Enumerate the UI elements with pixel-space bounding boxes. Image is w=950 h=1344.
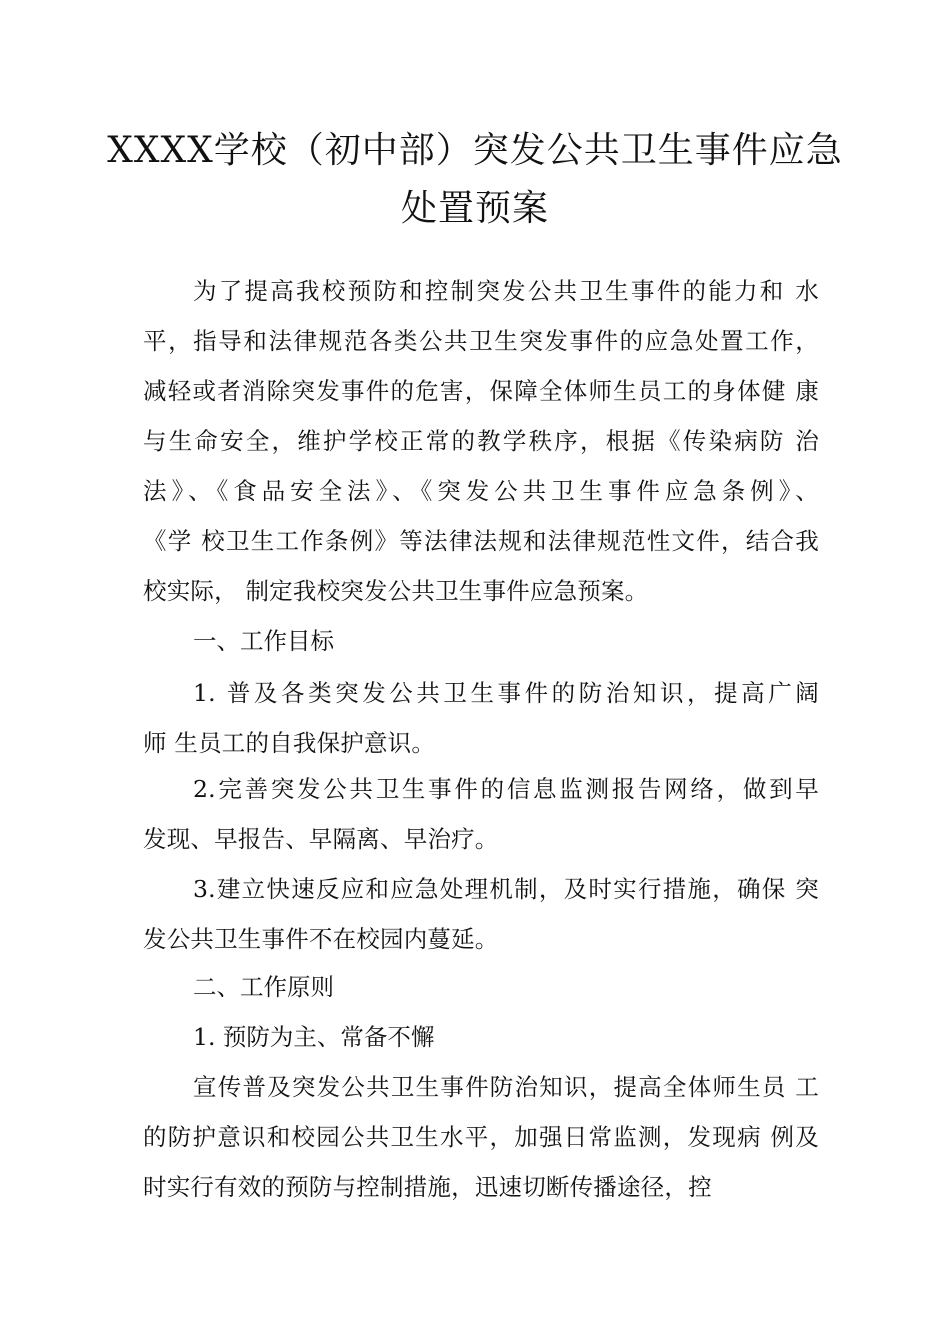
section-1-item-1-line-1: 1. 普及各类突发公共卫生事件的防治知识，提高广阔 bbox=[193, 679, 819, 707]
section-1-item-1-line-2: 师 生员工的自我保护意识。 bbox=[143, 729, 436, 757]
section-2-item-1-heading: 1. 预防为主、常备不懈 bbox=[193, 1023, 435, 1051]
title-line-1: XXXX学校（初中部）突发公共卫生事件应急 bbox=[107, 130, 843, 171]
section-2-body-line-2: 的防护意识和校园公共卫生水平，加强日常监测，发现病 例及 bbox=[143, 1123, 819, 1151]
section-2-body-line-1: 宣传普及突发公共卫生事件防治知识，提高全体师生员 工 bbox=[193, 1073, 819, 1101]
section-1-item-3-line-1: 3.建立快速反应和应急处理机制，及时实行措施，确保 突 bbox=[193, 875, 819, 903]
section-1-heading: 一、工作目标 bbox=[193, 627, 334, 655]
document-title bbox=[100, 122, 850, 238]
section-1-item-3-line-2: 发公共卫生事件不在校园内蔓延。 bbox=[143, 925, 499, 953]
intro-line-7: 校实际， 制定我校突发公共卫生事件应急预案。 bbox=[143, 577, 649, 605]
intro-line-2: 平，指导和法律规范各类公共卫生突发事件的应急处置工作， bbox=[143, 327, 819, 355]
section-1-item-2-line-2: 发现、早报告、早隔离、早治疗。 bbox=[143, 825, 499, 853]
intro-line-1: 为了提高我校预防和控制突发公共卫生事件的能力和 水 bbox=[193, 277, 819, 305]
section-1-item-2-line-1: 2.完善突发公共卫生事件的信息监测报告网络，做到早 bbox=[193, 775, 819, 803]
intro-line-5: 法》、《食品安全法》、《突发公共卫生事件应急条例》、 bbox=[143, 477, 819, 505]
section-2-body-line-3: 时实行有效的预防与控制措施，迅速切断传播途径，控 bbox=[143, 1173, 712, 1201]
intro-line-6: 《学 校卫生工作条例》等法律法规和法律规范性文件，结合我 bbox=[143, 527, 819, 555]
intro-line-3: 减轻或者消除突发事件的危害，保障全体师生员工的身体健 康 bbox=[143, 377, 819, 405]
section-2-heading: 二、工作原则 bbox=[193, 973, 334, 1001]
title-line-2: 处置预案 bbox=[400, 188, 549, 229]
intro-line-4: 与生命安全，维护学校正常的教学秩序，根据《传染病防 治 bbox=[143, 427, 819, 455]
